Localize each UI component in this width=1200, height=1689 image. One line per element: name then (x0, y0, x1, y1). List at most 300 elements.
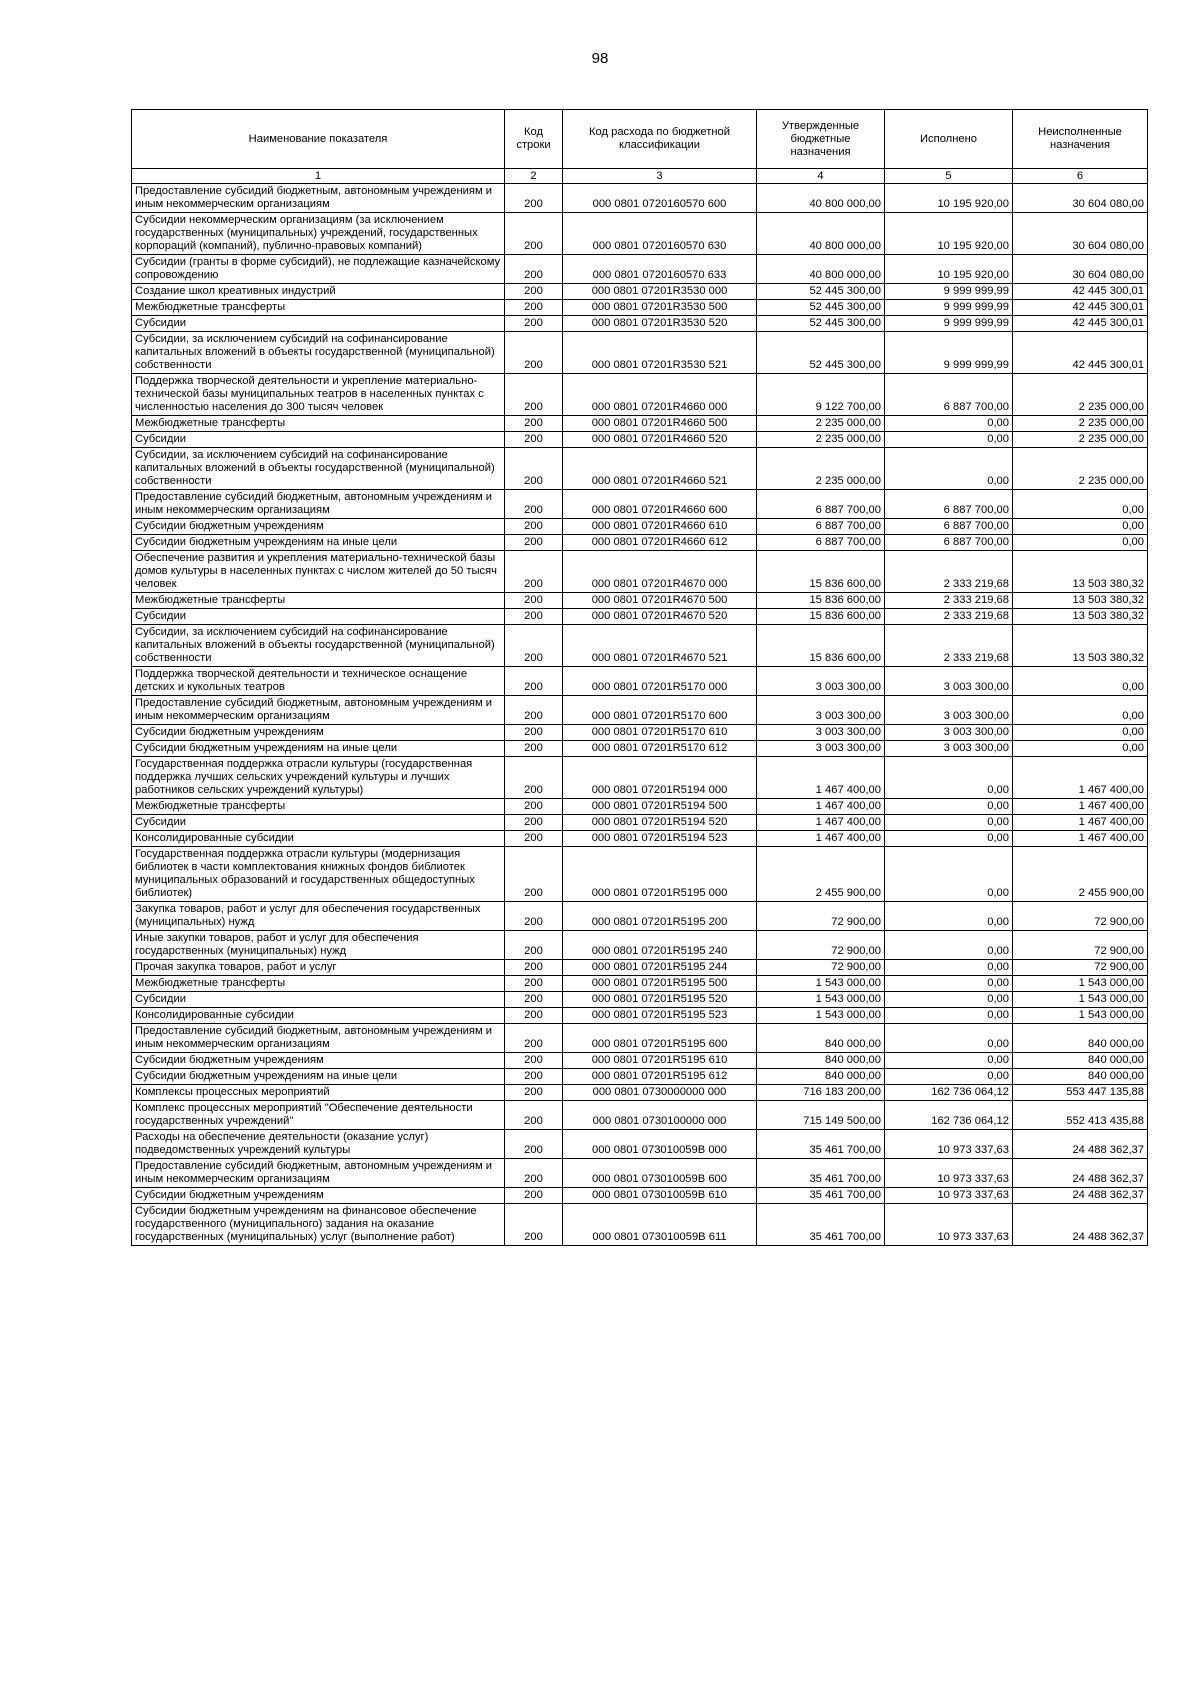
row-name: Субсидии (гранты в форме субсидий), не подлежащие казначейскому сопровождению (132, 255, 505, 284)
table-row (132, 448, 1148, 490)
table-row (132, 300, 1148, 316)
row-executed: 0,00 (885, 1069, 1013, 1085)
row-unexecuted: 2 235 000,00 (1013, 374, 1148, 416)
table-row (132, 1130, 1148, 1159)
row-code: 200 (505, 519, 563, 535)
row-approved: 6 887 700,00 (757, 535, 885, 551)
row-executed: 0,00 (885, 976, 1013, 992)
row-code: 200 (505, 725, 563, 741)
row-approved: 2 235 000,00 (757, 432, 885, 448)
row-kbk: 000 0801 07201R4660 612 (563, 535, 757, 551)
row-code: 200 (505, 1008, 563, 1024)
row-kbk: 000 0801 07201R5194 500 (563, 799, 757, 815)
row-code: 200 (505, 332, 563, 374)
row-code: 200 (505, 696, 563, 725)
row-executed: 10 973 337,63 (885, 1130, 1013, 1159)
table-row (132, 609, 1148, 625)
row-approved: 52 445 300,00 (757, 316, 885, 332)
row-approved: 1 543 000,00 (757, 1008, 885, 1024)
table-row (132, 1101, 1148, 1130)
table-row (132, 213, 1148, 255)
row-executed: 9 999 999,99 (885, 300, 1013, 316)
row-unexecuted: 72 900,00 (1013, 902, 1148, 931)
row-unexecuted: 42 445 300,01 (1013, 316, 1148, 332)
row-approved: 840 000,00 (757, 1024, 885, 1053)
row-kbk: 000 0801 07201R5195 612 (563, 1069, 757, 1085)
table-row (132, 432, 1148, 448)
row-unexecuted: 0,00 (1013, 741, 1148, 757)
row-name: Субсидии, за исключением субсидий на софинансирование капитальных вложений в объекты государственной (муниципальной) собственности (132, 625, 505, 667)
row-kbk: 000 0801 073010059В 600 (563, 1159, 757, 1188)
row-approved: 35 461 700,00 (757, 1159, 885, 1188)
table-row (132, 1008, 1148, 1024)
row-approved: 15 836 600,00 (757, 551, 885, 593)
row-executed: 0,00 (885, 847, 1013, 902)
row-unexecuted: 1 543 000,00 (1013, 992, 1148, 1008)
row-name: Субсидии бюджетным учреждениям (132, 1188, 505, 1204)
table-row (132, 960, 1148, 976)
row-kbk: 000 0801 07201R5195 600 (563, 1024, 757, 1053)
row-code: 200 (505, 1188, 563, 1204)
row-name: Субсидии бюджетным учреждениям на иные цели (132, 535, 505, 551)
row-executed: 6 887 700,00 (885, 490, 1013, 519)
row-executed: 2 333 219,68 (885, 551, 1013, 593)
page-number: 98 (591, 50, 609, 67)
table-row (132, 374, 1148, 416)
row-unexecuted: 1 467 400,00 (1013, 799, 1148, 815)
row-name: Субсидии бюджетным учреждениям (132, 1053, 505, 1069)
row-approved: 715 149 500,00 (757, 1101, 885, 1130)
row-approved: 72 900,00 (757, 960, 885, 976)
row-executed: 6 887 700,00 (885, 535, 1013, 551)
row-name: Субсидии некоммерческим организациям (за исключением государственных (муниципальных) учреждений, государственных корпораций (компаний), публично-правовых компаний) (132, 213, 505, 255)
row-executed: 9 999 999,99 (885, 332, 1013, 374)
row-kbk: 000 0801 07201R5195 523 (563, 1008, 757, 1024)
row-code: 200 (505, 960, 563, 976)
table-row (132, 976, 1148, 992)
row-name: Поддержка творческой деятельности и техническое оснащение детских и кукольных театров (132, 667, 505, 696)
table-row (132, 1188, 1148, 1204)
row-executed: 0,00 (885, 799, 1013, 815)
table-row (132, 551, 1148, 593)
row-approved: 1 543 000,00 (757, 976, 885, 992)
row-code: 200 (505, 847, 563, 902)
table-row (132, 284, 1148, 300)
row-kbk: 000 0801 07201R5195 610 (563, 1053, 757, 1069)
row-executed: 6 887 700,00 (885, 374, 1013, 416)
row-approved: 15 836 600,00 (757, 593, 885, 609)
row-approved: 15 836 600,00 (757, 609, 885, 625)
row-name: Создание школ креативных индустрий (132, 284, 505, 300)
row-approved: 9 122 700,00 (757, 374, 885, 416)
row-unexecuted: 840 000,00 (1013, 1069, 1148, 1085)
row-executed: 0,00 (885, 1008, 1013, 1024)
row-code: 200 (505, 432, 563, 448)
row-executed: 10 195 920,00 (885, 255, 1013, 284)
table-row (132, 1085, 1148, 1101)
row-executed: 2 333 219,68 (885, 609, 1013, 625)
table-row (132, 741, 1148, 757)
row-kbk: 000 0801 07201R5170 000 (563, 667, 757, 696)
row-kbk: 000 0801 07201R4660 600 (563, 490, 757, 519)
row-name: Субсидии бюджетным учреждениям на финансовое обеспечение государственного (муниципального) задания на оказание государственных (муниципальных) услуг (выполнение работ) (132, 1204, 505, 1246)
row-code: 200 (505, 1053, 563, 1069)
header-kbk: Код расхода по бюджетной классификации (563, 110, 757, 169)
row-name: Межбюджетные трансферты (132, 300, 505, 316)
row-code: 200 (505, 448, 563, 490)
row-kbk: 000 0801 07201R4660 521 (563, 448, 757, 490)
row-kbk: 000 0801 0730100000 000 (563, 1101, 757, 1130)
row-approved: 3 003 300,00 (757, 741, 885, 757)
row-unexecuted: 1 467 400,00 (1013, 815, 1148, 831)
row-kbk: 000 0801 07201R3530 500 (563, 300, 757, 316)
table-row (132, 316, 1148, 332)
row-name: Расходы на обеспечение деятельности (оказание услуг) подведомственных учреждений культуры (132, 1130, 505, 1159)
row-kbk: 000 0801 07201R5194 520 (563, 815, 757, 831)
row-unexecuted: 42 445 300,01 (1013, 332, 1148, 374)
row-name: Субсидии бюджетным учреждениям (132, 725, 505, 741)
row-code: 200 (505, 213, 563, 255)
row-kbk: 000 0801 07201R5170 612 (563, 741, 757, 757)
table-row (132, 902, 1148, 931)
row-name: Предоставление субсидий бюджетным, автономным учреждениям и иным некоммерческим организациям (132, 1024, 505, 1053)
row-name: Субсидии (132, 432, 505, 448)
row-name: Государственная поддержка отрасли культуры (государственная поддержка лучших сельских учреждений культуры и лучших работников сельских учреждений культуры) (132, 757, 505, 799)
row-approved: 40 800 000,00 (757, 255, 885, 284)
row-kbk: 000 0801 07201R4670 000 (563, 551, 757, 593)
header-code: Код строки (505, 110, 563, 169)
row-kbk: 000 0801 07201R3530 520 (563, 316, 757, 332)
header-name: Наименование показателя (132, 110, 505, 169)
row-unexecuted: 553 447 135,88 (1013, 1085, 1148, 1101)
row-name: Государственная поддержка отрасли культуры (модернизация библиотек в части комплектования книжных фондов библиотек муниципальных образований и государственных общедоступных библиотек) (132, 847, 505, 902)
row-code: 200 (505, 284, 563, 300)
row-executed: 10 195 920,00 (885, 213, 1013, 255)
row-executed: 0,00 (885, 931, 1013, 960)
header-approved: Утвержденные бюджетные назначения (757, 110, 885, 169)
row-executed: 3 003 300,00 (885, 696, 1013, 725)
row-unexecuted: 24 488 362,37 (1013, 1204, 1148, 1246)
row-unexecuted: 24 488 362,37 (1013, 1130, 1148, 1159)
row-unexecuted: 24 488 362,37 (1013, 1159, 1148, 1188)
table-row (132, 519, 1148, 535)
row-approved: 1 467 400,00 (757, 815, 885, 831)
row-kbk: 000 0801 07201R5194 000 (563, 757, 757, 799)
row-kbk: 000 0801 073010059В 610 (563, 1188, 757, 1204)
row-approved: 15 836 600,00 (757, 625, 885, 667)
table-header (132, 110, 1148, 184)
row-approved: 40 800 000,00 (757, 213, 885, 255)
row-approved: 840 000,00 (757, 1069, 885, 1085)
row-unexecuted: 13 503 380,32 (1013, 593, 1148, 609)
row-unexecuted: 2 455 900,00 (1013, 847, 1148, 902)
row-kbk: 000 0801 0720160570 630 (563, 213, 757, 255)
row-executed: 10 973 337,63 (885, 1204, 1013, 1246)
row-unexecuted: 0,00 (1013, 725, 1148, 741)
column-number: 4 (757, 169, 885, 184)
table-row (132, 1053, 1148, 1069)
row-code: 200 (505, 1024, 563, 1053)
row-unexecuted: 24 488 362,37 (1013, 1188, 1148, 1204)
row-approved: 6 887 700,00 (757, 519, 885, 535)
row-executed: 2 333 219,68 (885, 593, 1013, 609)
row-name: Предоставление субсидий бюджетным, автономным учреждениям и иным некоммерческим организациям (132, 696, 505, 725)
row-kbk: 000 0801 07201R3530 521 (563, 332, 757, 374)
table-row (132, 416, 1148, 432)
row-executed: 3 003 300,00 (885, 667, 1013, 696)
row-name: Комплексы процессных мероприятий (132, 1085, 505, 1101)
row-name: Предоставление субсидий бюджетным, автономным учреждениям и иным некоммерческим организациям (132, 490, 505, 519)
table-body (132, 184, 1148, 1246)
row-code: 200 (505, 757, 563, 799)
column-number: 1 (132, 169, 505, 184)
budget-execution-table (131, 109, 1148, 1246)
table-row (132, 992, 1148, 1008)
row-kbk: 000 0801 0730000000 000 (563, 1085, 757, 1101)
row-unexecuted: 30 604 080,00 (1013, 255, 1148, 284)
table-row (132, 535, 1148, 551)
row-approved: 1 467 400,00 (757, 757, 885, 799)
row-code: 200 (505, 374, 563, 416)
row-executed: 0,00 (885, 1053, 1013, 1069)
row-approved: 2 235 000,00 (757, 448, 885, 490)
row-unexecuted: 0,00 (1013, 535, 1148, 551)
row-code: 200 (505, 184, 563, 213)
row-code: 200 (505, 902, 563, 931)
row-kbk: 000 0801 07201R4660 500 (563, 416, 757, 432)
row-approved: 2 235 000,00 (757, 416, 885, 432)
row-kbk: 000 0801 0720160570 600 (563, 184, 757, 213)
row-code: 200 (505, 625, 563, 667)
row-executed: 10 195 920,00 (885, 184, 1013, 213)
row-executed: 0,00 (885, 757, 1013, 799)
column-number: 6 (1013, 169, 1148, 184)
row-code: 200 (505, 931, 563, 960)
row-name: Иные закупки товаров, работ и услуг для обеспечения государственных (муниципальных) нужд (132, 931, 505, 960)
row-name: Субсидии бюджетным учреждениям на иные цели (132, 741, 505, 757)
row-unexecuted: 1 467 400,00 (1013, 831, 1148, 847)
row-unexecuted: 1 467 400,00 (1013, 757, 1148, 799)
row-name: Субсидии (132, 609, 505, 625)
row-executed: 0,00 (885, 1024, 1013, 1053)
row-executed: 3 003 300,00 (885, 741, 1013, 757)
table-row (132, 1159, 1148, 1188)
row-unexecuted: 0,00 (1013, 667, 1148, 696)
row-unexecuted: 30 604 080,00 (1013, 213, 1148, 255)
row-name: Межбюджетные трансферты (132, 593, 505, 609)
table-row (132, 847, 1148, 902)
row-name: Межбюджетные трансферты (132, 416, 505, 432)
row-code: 200 (505, 1085, 563, 1101)
row-code: 200 (505, 741, 563, 757)
row-approved: 3 003 300,00 (757, 696, 885, 725)
row-kbk: 000 0801 07201R4670 521 (563, 625, 757, 667)
row-approved: 3 003 300,00 (757, 667, 885, 696)
table-row (132, 667, 1148, 696)
row-name: Обеспечение развития и укрепления материально-технической базы домов культуры в населенных пунктах с числом жителей до 50 тысяч человек (132, 551, 505, 593)
row-name: Субсидии бюджетным учреждениям на иные цели (132, 1069, 505, 1085)
row-code: 200 (505, 1101, 563, 1130)
row-approved: 35 461 700,00 (757, 1204, 885, 1246)
row-unexecuted: 42 445 300,01 (1013, 284, 1148, 300)
table-row (132, 1204, 1148, 1246)
row-name: Закупка товаров, работ и услуг для обеспечения государственных (муниципальных) нужд (132, 902, 505, 931)
table-row (132, 490, 1148, 519)
row-approved: 52 445 300,00 (757, 284, 885, 300)
row-unexecuted: 13 503 380,32 (1013, 625, 1148, 667)
row-code: 200 (505, 992, 563, 1008)
row-approved: 40 800 000,00 (757, 184, 885, 213)
row-code: 200 (505, 593, 563, 609)
row-unexecuted: 72 900,00 (1013, 931, 1148, 960)
row-code: 200 (505, 1204, 563, 1246)
row-name: Предоставление субсидий бюджетным, автономным учреждениям и иным некоммерческим организациям (132, 1159, 505, 1188)
row-unexecuted: 552 413 435,88 (1013, 1101, 1148, 1130)
row-name: Межбюджетные трансферты (132, 799, 505, 815)
row-approved: 6 887 700,00 (757, 490, 885, 519)
row-code: 200 (505, 667, 563, 696)
row-kbk: 000 0801 07201R5170 600 (563, 696, 757, 725)
row-approved: 1 467 400,00 (757, 799, 885, 815)
row-code: 200 (505, 316, 563, 332)
row-name: Субсидии, за исключением субсидий на софинансирование капитальных вложений в объекты государственной (муниципальной) собственности (132, 332, 505, 374)
column-number: 2 (505, 169, 563, 184)
row-name: Субсидии, за исключением субсидий на софинансирование капитальных вложений в объекты государственной (муниципальной) собственности (132, 448, 505, 490)
row-code: 200 (505, 976, 563, 992)
row-kbk: 000 0801 07201R4660 520 (563, 432, 757, 448)
row-executed: 0,00 (885, 416, 1013, 432)
row-executed: 0,00 (885, 992, 1013, 1008)
row-unexecuted: 2 235 000,00 (1013, 416, 1148, 432)
row-executed: 0,00 (885, 902, 1013, 931)
row-approved: 1 543 000,00 (757, 992, 885, 1008)
column-number: 5 (885, 169, 1013, 184)
table-row (132, 332, 1148, 374)
row-executed: 162 736 064,12 (885, 1085, 1013, 1101)
row-executed: 10 973 337,63 (885, 1159, 1013, 1188)
row-executed: 162 736 064,12 (885, 1101, 1013, 1130)
table-row (132, 931, 1148, 960)
row-kbk: 000 0801 07201R5195 200 (563, 902, 757, 931)
row-unexecuted: 840 000,00 (1013, 1024, 1148, 1053)
row-code: 200 (505, 416, 563, 432)
row-executed: 10 973 337,63 (885, 1188, 1013, 1204)
table-row (132, 1069, 1148, 1085)
row-executed: 0,00 (885, 432, 1013, 448)
table-row (132, 593, 1148, 609)
row-unexecuted: 0,00 (1013, 519, 1148, 535)
row-executed: 6 887 700,00 (885, 519, 1013, 535)
row-executed: 9 999 999,99 (885, 316, 1013, 332)
row-code: 200 (505, 255, 563, 284)
row-approved: 840 000,00 (757, 1053, 885, 1069)
row-approved: 52 445 300,00 (757, 300, 885, 316)
row-name: Субсидии (132, 316, 505, 332)
table-row (132, 625, 1148, 667)
row-executed: 0,00 (885, 815, 1013, 831)
row-kbk: 000 0801 07201R5170 610 (563, 725, 757, 741)
row-approved: 52 445 300,00 (757, 332, 885, 374)
header-unexecuted: Неисполненные назначения (1013, 110, 1148, 169)
row-unexecuted: 2 235 000,00 (1013, 432, 1148, 448)
table-row (132, 1024, 1148, 1053)
row-kbk: 000 0801 0720160570 633 (563, 255, 757, 284)
row-kbk: 000 0801 07201R5195 500 (563, 976, 757, 992)
row-code: 200 (505, 609, 563, 625)
row-name: Прочая закупка товаров, работ и услуг (132, 960, 505, 976)
row-unexecuted: 0,00 (1013, 490, 1148, 519)
row-executed: 9 999 999,99 (885, 284, 1013, 300)
row-name: Консолидированные субсидии (132, 1008, 505, 1024)
row-unexecuted: 2 235 000,00 (1013, 448, 1148, 490)
row-kbk: 000 0801 07201R5195 520 (563, 992, 757, 1008)
row-name: Поддержка творческой деятельности и укрепление материально-технической базы муниципальных театров в населенных пунктах с численностью населения до 300 тысяч человек (132, 374, 505, 416)
row-code: 200 (505, 815, 563, 831)
row-unexecuted: 1 543 000,00 (1013, 976, 1148, 992)
table-row (132, 725, 1148, 741)
column-number-row (132, 169, 1148, 184)
row-name: Предоставление субсидий бюджетным, автономным учреждениям и иным некоммерческим организациям (132, 184, 505, 213)
row-kbk: 000 0801 07201R5195 244 (563, 960, 757, 976)
header-row (132, 110, 1148, 169)
table-row (132, 799, 1148, 815)
row-kbk: 000 0801 07201R3530 000 (563, 284, 757, 300)
row-code: 200 (505, 535, 563, 551)
row-approved: 3 003 300,00 (757, 725, 885, 741)
row-executed: 2 333 219,68 (885, 625, 1013, 667)
row-kbk: 000 0801 07201R5195 240 (563, 931, 757, 960)
row-kbk: 000 0801 07201R5195 000 (563, 847, 757, 902)
row-unexecuted: 72 900,00 (1013, 960, 1148, 976)
row-kbk: 000 0801 07201R5194 523 (563, 831, 757, 847)
row-unexecuted: 0,00 (1013, 696, 1148, 725)
row-approved: 72 900,00 (757, 931, 885, 960)
row-name: Комплекс процессных мероприятий "Обеспечение деятельности государственных учреждений" (132, 1101, 505, 1130)
table-row (132, 757, 1148, 799)
row-unexecuted: 42 445 300,01 (1013, 300, 1148, 316)
row-name: Субсидии бюджетным учреждениям (132, 519, 505, 535)
row-name: Субсидии (132, 815, 505, 831)
row-name: Межбюджетные трансферты (132, 976, 505, 992)
row-code: 200 (505, 1069, 563, 1085)
row-unexecuted: 30 604 080,00 (1013, 184, 1148, 213)
row-code: 200 (505, 551, 563, 593)
row-unexecuted: 13 503 380,32 (1013, 609, 1148, 625)
row-approved: 1 467 400,00 (757, 831, 885, 847)
row-code: 200 (505, 490, 563, 519)
row-unexecuted: 1 543 000,00 (1013, 1008, 1148, 1024)
row-kbk: 000 0801 073010059В 000 (563, 1130, 757, 1159)
row-name: Субсидии (132, 992, 505, 1008)
table-row (132, 696, 1148, 725)
row-code: 200 (505, 831, 563, 847)
table-row (132, 815, 1148, 831)
row-kbk: 000 0801 073010059В 611 (563, 1204, 757, 1246)
row-code: 200 (505, 1159, 563, 1188)
row-executed: 0,00 (885, 831, 1013, 847)
row-kbk: 000 0801 07201R4670 520 (563, 609, 757, 625)
row-executed: 3 003 300,00 (885, 725, 1013, 741)
row-name: Консолидированные субсидии (132, 831, 505, 847)
table-row (132, 831, 1148, 847)
header-executed: Исполнено (885, 110, 1013, 169)
row-executed: 0,00 (885, 448, 1013, 490)
row-kbk: 000 0801 07201R4660 000 (563, 374, 757, 416)
row-code: 200 (505, 1130, 563, 1159)
row-approved: 716 183 200,00 (757, 1085, 885, 1101)
row-approved: 35 461 700,00 (757, 1130, 885, 1159)
row-approved: 72 900,00 (757, 902, 885, 931)
